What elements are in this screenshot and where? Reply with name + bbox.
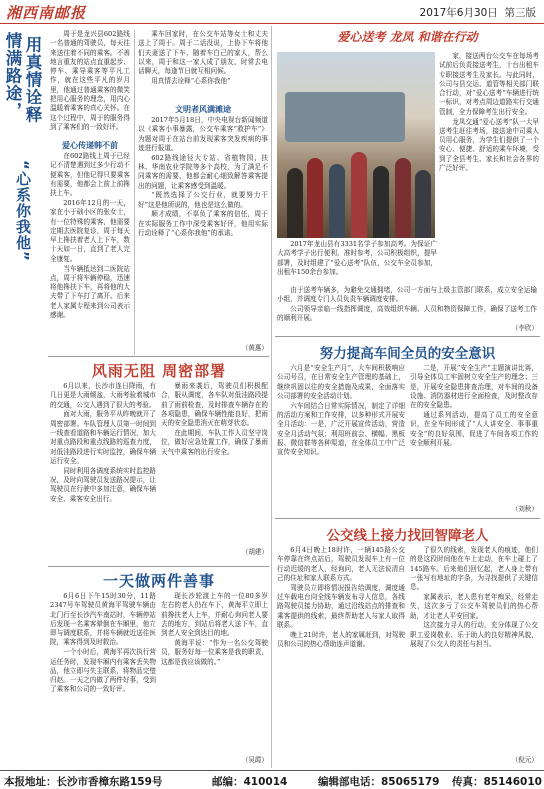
section1-side-p1: 家，接送两台公交车在每场考试前后负责接送考生，十台出租车专职接送考生及家长。与此同时，公司与县交运、道管等相关部门联合行动，对“爱心送考”车辆进行统一标识，对考点周边道路实行交通管制，全力保障考生出行安全。 — [439, 52, 539, 116]
section2-left — [50, 382, 156, 562]
sidebar-line-2: 用真情诠释 — [23, 36, 42, 124]
footer-address: 本报地址：长沙市香樟东路159号 — [4, 776, 163, 788]
article1-p3: 当车辆抵达到二医院站点，周于将车辆停稳，迅速将他搀扶下车，再将他的大夫带了下车打了离开。后来老人家属专程来到公司表示感谢。 — [50, 264, 130, 320]
article1-subhead-2: 文明者风满滩途 — [175, 105, 231, 114]
section5-title: 公交线上接力找回智障老人 — [326, 528, 489, 544]
page-footer — [0, 770, 544, 789]
section5-author: （倪元） — [511, 756, 538, 764]
section5-right-p1: 了很久的线索，发现老人的痕迹，他们的是这段时间他在车上走动，在车上碰上了145路车。后来他们回忆起，老人身上带有一张写有地址的字条，为寻找提供了关键信息。 — [410, 546, 538, 592]
section1-ribbon-title: 爱心送考 龙凤 和谐在行动 — [337, 30, 478, 44]
news-photo — [277, 52, 435, 238]
photo-bus-shape — [285, 92, 405, 142]
footer-phone: 编辑部电话：85065179 — [318, 776, 440, 788]
section1-side-p2: 龙凤交通“爱心送考”队一大早送考生赶往考场，接送途中司乘人员用心服务，为学生们提供了一个安心、便捷、舒适的乘车环境，受到了全县考生、家长和社会各界的广泛好评。 — [439, 117, 539, 173]
section2-left-p2: 面对大雨，服务平从昨晚就开了周密部署。车队管理人员第一时间到一线查看道路和车辆运行情况，加大对重点路段和重点线路的巡查力度，对低洼路段进行实时监控，确保车辆运行安全。 — [50, 410, 156, 465]
sidebar-line-3: “心系你我他” — [14, 160, 32, 262]
section4-right-p1: 二是，开展“安全生产”主题演讲比赛，引导全体员工牢固树立安全生产的理念；三是，开展安全隐患排查治理，对车间的设备设施、消防器材进行全面检查，及时整改存在的安全隐患。 — [410, 364, 538, 410]
section5-left — [277, 546, 405, 768]
section4-right-p2: 通过系列活动，提高了员工的安全意识，在全车间形成了“人人讲安全、事事重安全”的良好氛围，促进了车间各项工作的安全顺利开展。 — [410, 410, 538, 447]
footer-postcode: 邮编：410014 — [212, 776, 288, 788]
article1-p2: 2016年12月的一天，家在小于础小区的张女士，有一位特殊的乘客，他需要定期去医院复诊，周于每天早上搀扶着老人上下车，数十天如一日，直到了老人完全康复。 — [50, 198, 130, 263]
article1-body2-p2: 602路线途径大专站、省植物园、扶林、华南农业学院等多个高校，为了满足不同乘客的需要，他都会耐心细致解答乘客提出的问题，让乘客感受到温暖。 — [138, 153, 268, 190]
section-rule — [275, 336, 540, 337]
sidebar-headline-2 — [4, 160, 46, 290]
photo-person — [307, 158, 323, 238]
photo-person — [395, 158, 411, 238]
center-divider — [271, 26, 272, 768]
article1-body — [50, 152, 130, 354]
section1-lower-text — [277, 286, 537, 324]
page-header — [0, 0, 544, 24]
section5-right-p2: 家属表示，老人患有老年痴呆，经常走失，这次多亏了公交车驾驶员们的热心帮助，才让老人平安回家。 — [410, 592, 538, 620]
section5-right-p3: 这次接力寻人的行动，充分体现了公交职工爱岗敬业、乐于助人的良好精神风貌，展现了公交人的责任与担当。 — [410, 621, 538, 648]
photo-person — [373, 166, 389, 238]
section1-lower-p2: 公司领导亲临一线指挥调度，高效组织车辆、人员和物资保障工作，确保了送考工作的顺利开展。 — [277, 305, 537, 323]
photo-person — [351, 152, 367, 238]
article1-cont — [138, 30, 268, 102]
section1-author: （李欣） — [511, 324, 538, 332]
section2-right-p1: 暴雨来袭后，驾驶员们积极配合，服从调度，各车队对低洼路段提前了雨前检查，及时排查车辆存在的各项隐患，确保车辆性能良好，把雨天的安全隐患消灭在萌芽状态。 — [161, 382, 268, 428]
section3-right-p1: 现长沙轮渡上车的一位80多岁左右的老人仍在车下，黄海平立即上前搀扶老人上车，并耐心询问老人要去的地方，到站后将老人送下车，直到老人安全到达目的地。 — [161, 592, 268, 638]
footer-fax: 传真：85146010 — [452, 776, 542, 788]
article1-body2-p1: 2017年5月18日，中央电视台新闻频道以《乘客小事暴露，公交车乘客“救护车”》为题对周于在站台前发现乘客突发疾病的事迹进行报道。 — [138, 116, 268, 152]
section3-title: 一天做两件善事 — [102, 572, 215, 590]
section3-left — [50, 592, 156, 768]
sidebar-line-1: 情满路途， — [3, 32, 22, 120]
section4-title: 努力提高车间全员的安全意识 — [319, 346, 496, 362]
section4-left — [277, 364, 405, 514]
section2-right-p2: 在此期间，车队工作人员坚守岗位，做好应急处置工作，确保了暴雨天气中乘客的出行安全。 — [161, 428, 268, 456]
article1-author: （黄惠） — [241, 344, 268, 352]
issue-date — [420, 5, 536, 20]
column-divider — [134, 30, 135, 355]
section2-left-p3: 同时利用各调度系统实时监控路况，及时向驾驶员发送路况提示，让驾驶员在行驶中多加注意，确保车辆安全、乘客安全出行。 — [50, 466, 156, 503]
section3-author: （吴霞） — [241, 756, 268, 764]
photo-person — [287, 168, 303, 238]
article1-body2-p4: 顺才成绩，不辜负了乘客的信任，周于在实际服务工作中深受乘客好评，他用实际行动诠释了“心系你我他”的承诺。 — [138, 210, 268, 238]
article1-cont-p2: 用真情去诠释“心系你我他” — [151, 76, 231, 85]
article1-intro — [50, 30, 130, 138]
section1-lower-p1: 由于送考车辆多，为避免交通拥堵，公司一方面与上级主管部门联系，成立安全运输小组，并调度专门人员负责车辆调度安排。 — [277, 286, 537, 304]
section2-left-p1: 6月以来，长沙市连日降雨，有几日更是大雨倾盆，大雨考验着城市的交通，公交人遇到了很大的考验。 — [50, 382, 156, 409]
section-rule — [48, 566, 269, 567]
section3-right — [161, 592, 268, 752]
photo-person — [329, 164, 345, 238]
section-rule — [275, 518, 540, 519]
section-rule — [48, 356, 269, 357]
section4-left-p1: 六月是“安全生产月”，大车间积极响应公司号召，在日常安全生产管理的基础上，继续巩固以往的安全措施及成果，全面落实公司部署的安全活动计划。 — [277, 364, 405, 400]
article1-intro-p1: 周于是龙兴县602路线一名普通的驾驶员，每天往来送往着不同的乘客。不善地言重友的站点直重起步、停车、乘导乘客等平凡工作，就在这些平凡的岁月里，他通过普通乘客的微笑把用心服务的理念，用内心温暖着乘客的真心关怀。在这个过程中，周于的服务得到了乘客们的一致好评。 — [50, 30, 130, 131]
section4-author: （刘秋） — [511, 505, 538, 513]
photo-caption — [277, 240, 437, 278]
photo-person — [415, 170, 431, 238]
section5-right — [410, 546, 538, 754]
article1-subhead: 爱心传递韩不前 — [62, 141, 118, 150]
section2-title: 风雨无阻 周密部署 — [91, 362, 227, 380]
section3-left-p1: 6月6日下午15时30分，11路2347号车驾驶员黄海平驾驶车辆由北门行至长沙汽车南站时，车辆停站后发现一名乘客晕倒在车厢里，他立即与调度联系，并将车辆就近送往医院，乘客得到及时救治。 — [50, 592, 156, 647]
page-number: 第三版 — [504, 7, 536, 19]
section3-right-p2: 黄海平说：“作为一名公交驾驶员，服务好每一位乘客是我的职责，这都是我应该做的。” — [161, 638, 268, 666]
article1-cont-p1: 乘车回家时，在公交车站等女士和丈夫送上了周于。周于二话没说，上协下车将他们夫妻送了下车，随着车白己的家人，帮么以来，周于和这一家人成了朋友，时常去电话聊天，每逢节日就互相问候。 — [138, 30, 268, 76]
section2-right — [161, 382, 268, 547]
article1-body-2 — [138, 116, 268, 344]
section2-author: （胡建） — [241, 548, 268, 556]
article1-p1: 在602路线上周于已经记不清楚遇到过多少行动不便乘客，但他记得只要乘客有需要，他都会上前上前搀扶上车。 — [50, 152, 130, 198]
section4-right — [410, 364, 538, 504]
section5-left-p2: 驾驶员立即将情况报告给调度，调度通过车载电台向全线车辆发布寻人信息，各线路驾驶员接力协助，通过沿线站点的排查和乘客提供的线索，最终帮助老人与家人取得联系。 — [277, 583, 405, 629]
article1-body2-p3: “既然选择了公交行业，就要努力干好”这是他所说的，他也是这么做的。 — [138, 191, 268, 209]
section5-left-p3: 晚上21时许，老人的家属赶到，对驾驶员和公司的热心帮助连声道谢。 — [277, 630, 405, 648]
section4-left-p2: 六车间结合日常实际情况，制定了详细的活动方案和工作安排，以多种形式开展安全月活动：一是，广泛开展宣传活动，营造安全月活动气氛；利用班前会、横幅、黑板报、微信群等各种渠道，在全体员工中广泛宣传安全知识。 — [277, 401, 405, 457]
masthead-logo: 湘西南邮报 — [6, 4, 87, 22]
photo-caption-text: 2017年龙山县有3331名学子参加高考。为保证广大高考学子出行便利，准时参考，公司积极组织，提早部署，及时组建了“爱心送考”队伍，公交车全员参加，出租车150余台参加。 — [277, 240, 437, 276]
date-text: 2017年6月30日 — [419, 7, 498, 19]
section1-side-text — [439, 52, 539, 292]
section3-left-p2: 一个小时后，黄海平再次执行营运任务时，发现车厢内有乘客丢失物品，他立即与失主联系，将物品完璧归赵。一天之内做了两件好事，受到了乘客和公司的一致好评。 — [50, 648, 156, 694]
section5-left-p1: 6月4日晚上18时许，一辆145路公交车停靠在终点站后，驾驶员发现车上有一位行动迟缓的老人，经询问，老人无法说清自己的住址和家人联系方式。 — [277, 546, 405, 582]
